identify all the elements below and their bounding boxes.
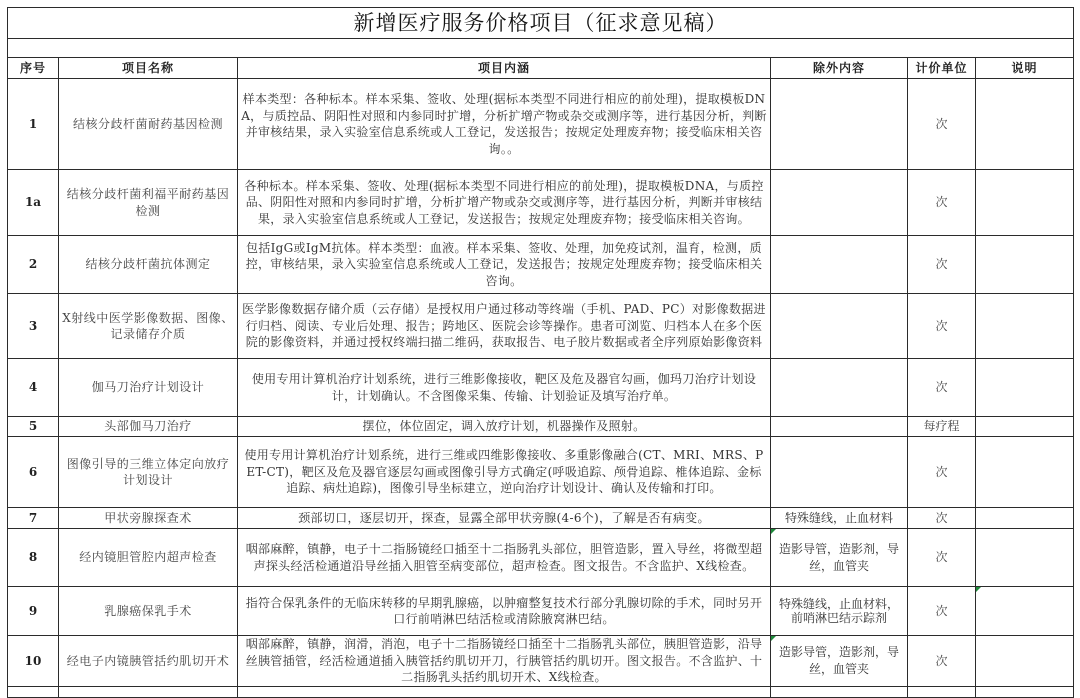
cell-name[interactable]: 经电子内镜胰管括约肌切开术 xyxy=(59,636,238,687)
cell-name[interactable]: 伽马刀治疗计划设计 xyxy=(59,359,238,417)
cell-seq[interactable]: 9 xyxy=(8,587,59,636)
document-title[interactable]: 新增医疗服务价格项目（征求意见稿） xyxy=(8,8,1074,39)
cell-unit[interactable]: 次 xyxy=(908,529,976,587)
header-note[interactable]: 说明 xyxy=(976,58,1074,79)
table-row xyxy=(8,529,1074,587)
cell-note[interactable] xyxy=(976,294,1074,359)
table-row xyxy=(8,636,1074,687)
cell-name[interactable]: 结核分歧杆菌抗体测定 xyxy=(59,236,238,294)
cell-content[interactable]: 使用专用计算机治疗计划系统，进行三维影像接收，靶区及危及器官勾画，伽玛刀治疗计划设计，计划确认。不含图像采集、传输、计划验证及填写治疗单。 xyxy=(238,359,771,417)
table-row xyxy=(8,417,1074,437)
table-row-partial xyxy=(8,686,1074,697)
cell-note[interactable] xyxy=(976,437,1074,508)
cell-name[interactable]: 结核分歧杆菌利福平耐药基因检测 xyxy=(59,170,238,236)
cell-excluded-text: 造影导管，造影剂，导丝，血管夹 xyxy=(778,645,899,676)
comment-marker-icon xyxy=(771,529,776,534)
table-row xyxy=(8,294,1074,359)
cell-excluded[interactable] xyxy=(771,170,908,236)
cell-content[interactable]: 样本类型：各种标本。样本采集、签收、处理(据标本类型不同进行相应的前处理)，提取模板DNA，与质控品、阴阳性对照和内参同时扩增，分析扩增产物或杂交或测序等，进行基因分析，判断并审核结果，录入实验室信息系统或人工登记，发送报告；按规定处理废弃物；接受临床相关咨询。。 xyxy=(238,79,771,170)
cell-unit[interactable]: 次 xyxy=(908,359,976,417)
cell-seq[interactable]: 8 xyxy=(8,529,59,587)
cell-seq[interactable]: 10 xyxy=(8,636,59,687)
spreadsheet xyxy=(7,7,1073,698)
cell-seq[interactable]: 2 xyxy=(8,236,59,294)
table-row xyxy=(8,508,1074,529)
cell-content[interactable]: 各种标本。样本采集、签收、处理(据标本类型不同进行相应的前处理)，提取模板DNA，与质控品、阴阳性对照和内参同时扩增，分析扩增产物或杂交或测序等，进行基因分析，判断并审核结果，录入实验室信息系统或人工登记，发送报告；按规定处理废弃物；接受临床相关咨询。 xyxy=(238,170,771,236)
cell-excluded[interactable] xyxy=(771,529,908,587)
header-content[interactable]: 项目内涵 xyxy=(238,58,771,79)
cell-content[interactable]: 咽部麻醉，镇静，电子十二指肠镜经口插至十二指肠乳头部位，胆管造影，置入导丝，将微型超声探头经活检通道沿导丝插入胆管至病变部位，超声检查。图文报告。不含监护、X线检查。 xyxy=(238,529,771,587)
cell-seq[interactable]: 3 xyxy=(8,294,59,359)
header-unit[interactable]: 计价单位 xyxy=(908,58,976,79)
cell-note[interactable] xyxy=(976,417,1074,437)
cell-excluded-text: 造影导管，造影剂，导丝，血管夹 xyxy=(778,542,899,573)
cell-excluded[interactable]: 特殊缝线，止血材料 xyxy=(771,508,908,529)
title-row xyxy=(8,8,1074,39)
cell-name[interactable]: 经内镜胆管腔内超声检查 xyxy=(59,529,238,587)
cell-content[interactable]: 包括IgG或IgM抗体。样本类型：血液。样本采集、签收、处理，加免疫试剂，温育，检测，质控，审核结果，录入实验室信息系统或人工登记，发送报告；按规定处理废弃物；接受临床相关咨询。 xyxy=(238,236,771,294)
cell-name[interactable]: X射线中医学影像数据、图像、记录储存介质 xyxy=(59,294,238,359)
cell-name[interactable]: 甲状旁腺探查术 xyxy=(59,508,238,529)
cell-unit[interactable]: 次 xyxy=(908,236,976,294)
cell-name[interactable]: 结核分歧杆菌耐药基因检测 xyxy=(59,79,238,170)
cell-name[interactable]: 图像引导的三维立体定向放疗计划设计 xyxy=(59,437,238,508)
cell-note[interactable] xyxy=(976,686,1074,697)
cell-seq[interactable] xyxy=(8,686,59,697)
cell-name[interactable]: 乳腺癌保乳手术 xyxy=(59,587,238,636)
cell-content[interactable]: 使用专用计算机治疗计划系统，进行三维或四维影像接收、多重影像融合(CT、MRI、MRS、PET-CT)，靶区及危及器官逐层勾画或图像引导方式确定(呼吸追踪、颅骨追踪、椎体追踪、金标追踪、病灶追踪)，图像引导坐标建立，逆向治疗计划设计、确认及传输和打印。 xyxy=(238,437,771,508)
comment-marker-icon xyxy=(976,587,981,592)
cell-excluded[interactable] xyxy=(771,437,908,508)
cell-unit[interactable]: 次 xyxy=(908,294,976,359)
cell-unit[interactable]: 次 xyxy=(908,587,976,636)
table-row xyxy=(8,79,1074,170)
cell-unit[interactable]: 次 xyxy=(908,170,976,236)
cell-excluded[interactable] xyxy=(771,236,908,294)
table-row xyxy=(8,170,1074,236)
table-row xyxy=(8,437,1074,508)
table-row xyxy=(8,236,1074,294)
cell-note[interactable] xyxy=(976,529,1074,587)
cell-note[interactable] xyxy=(976,636,1074,687)
cell-content[interactable]: 颈部切口，逐层切开，探查，显露全部甲状旁腺(4-6个)，了解是否有病变。 xyxy=(238,508,771,529)
cell-name[interactable]: 头部伽马刀治疗 xyxy=(59,417,238,437)
cell-seq[interactable]: 1 xyxy=(8,79,59,170)
cell-unit[interactable]: 次 xyxy=(908,636,976,687)
cell-excluded[interactable] xyxy=(771,686,908,697)
cell-seq[interactable]: 5 xyxy=(8,417,59,437)
cell-content[interactable]: 指符合保乳条件的无临床转移的早期乳腺癌，以肿瘤整复技术行部分乳腺切除的手术，同时另开口行前哨淋巴结活检或清除腋窝淋巴结。 xyxy=(238,587,771,636)
price-items-table xyxy=(7,7,1074,698)
cell-seq[interactable]: 6 xyxy=(8,437,59,508)
cell-note[interactable] xyxy=(976,79,1074,170)
cell-content[interactable]: 医学影像数据存储介质（云存储）是授权用户通过移动等终端（手机、PAD、PC）对影像数据进行归档、阅读、专业后处理、报告；跨地区、医院会诊等操作。患者可浏览、归档本人在多个医院的影像资料，并通过授权终端扫描二维码，获取报告、电子胶片数据或者全序列原始影像资料 xyxy=(238,294,771,359)
cell-excluded[interactable] xyxy=(771,294,908,359)
cell-content[interactable] xyxy=(238,686,771,697)
cell-excluded[interactable]: 特殊缝线，止血材料，前哨淋巴结示踪剂 xyxy=(771,587,908,636)
cell-note[interactable] xyxy=(976,508,1074,529)
comment-marker-icon xyxy=(771,636,776,641)
cell-seq[interactable]: 4 xyxy=(8,359,59,417)
header-row xyxy=(8,58,1074,79)
header-name[interactable]: 项目名称 xyxy=(59,58,238,79)
cell-note[interactable] xyxy=(976,170,1074,236)
cell-unit[interactable]: 次 xyxy=(908,79,976,170)
cell-content[interactable]: 咽部麻醉，镇静，润滑，消泡，电子十二指肠镜经口插至十二指肠乳头部位，胰胆管造影，沿导丝胰管插管，经活检通道插入胰管括约肌切开刀，行胰管括约肌切开。图文报告。不含监护、十二指肠乳头括约肌切开术、X线检查。 xyxy=(238,636,771,687)
blank-cell[interactable] xyxy=(8,39,1074,58)
cell-seq[interactable]: 7 xyxy=(8,508,59,529)
cell-excluded[interactable] xyxy=(771,359,908,417)
cell-note[interactable] xyxy=(976,236,1074,294)
table-row xyxy=(8,359,1074,417)
cell-unit[interactable]: 次 xyxy=(908,437,976,508)
cell-unit[interactable]: 每疗程 xyxy=(908,417,976,437)
cell-seq[interactable]: 1a xyxy=(8,170,59,236)
cell-note[interactable] xyxy=(976,587,1074,636)
cell-content[interactable]: 摆位，体位固定，调入放疗计划，机器操作及照射。 xyxy=(238,417,771,437)
cell-excluded[interactable] xyxy=(771,79,908,170)
cell-note[interactable] xyxy=(976,359,1074,417)
table-row xyxy=(8,587,1074,636)
cell-excluded[interactable] xyxy=(771,417,908,437)
cell-unit[interactable]: 次 xyxy=(908,508,976,529)
cell-excluded[interactable] xyxy=(771,636,908,687)
blank-row xyxy=(8,39,1074,58)
header-seq[interactable]: 序号 xyxy=(8,58,59,79)
cell-name[interactable] xyxy=(59,686,238,697)
header-excluded[interactable]: 除外内容 xyxy=(771,58,908,79)
cell-unit[interactable] xyxy=(908,686,976,697)
